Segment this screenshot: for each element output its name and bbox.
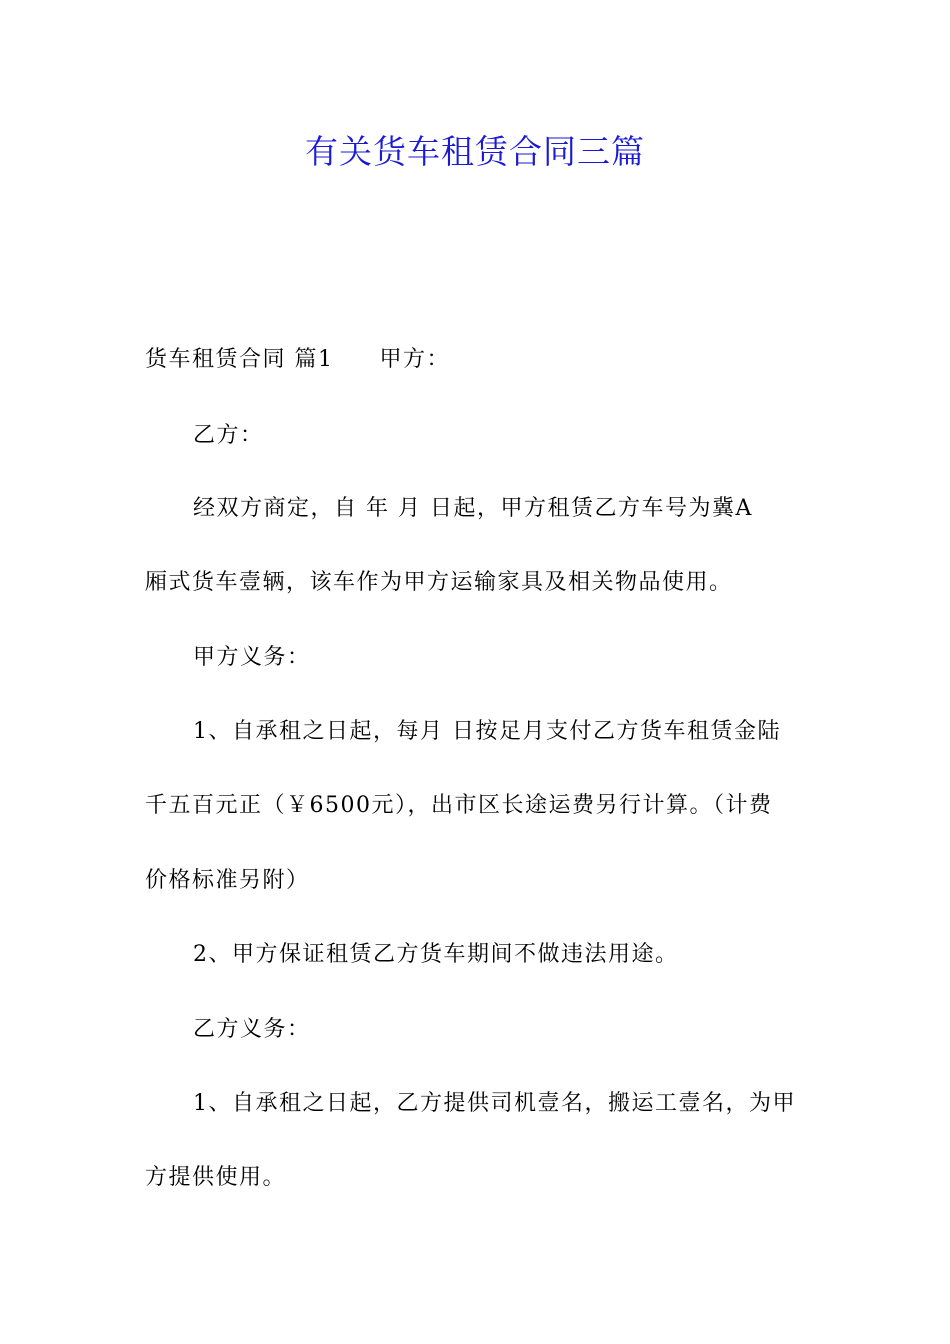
section-heading-party-b-duties: 乙方义务： [193, 1017, 311, 1042]
party-a-label: 甲方： [379, 347, 451, 372]
section-label: 货车租赁合同 篇1 [145, 347, 334, 372]
document-title: 有关货车租赁合同三篇 [305, 132, 645, 171]
paragraph-line: 价格标准另附） [145, 868, 310, 893]
paragraph-line: 1、自承租之日起，每月 日按足月支付乙方货车租赁金陆 [193, 719, 781, 744]
section-header-line [145, 342, 815, 378]
party-b-label: 乙方： [193, 423, 264, 448]
paragraph-line: 方提供使用。 [145, 1165, 287, 1190]
section-heading-party-a-duties: 甲方义务： [193, 645, 311, 670]
paragraph-line: 千五百元正（￥6500元），出市区长途运费另行计算。（计费 [145, 793, 773, 818]
paragraph-line: 2、甲方保证租赁乙方货车期间不做违法用途。 [193, 942, 679, 967]
paragraph-line: 1、自承租之日起，乙方提供司机壹名，搬运工壹名，为甲 [193, 1091, 796, 1116]
paragraph-line: 厢式货车壹辆，该车作为甲方运输家具及相关物品使用。 [145, 570, 733, 595]
paragraph-line: 经双方商定，自 年 月 日起，甲方租赁乙方车号为冀A [193, 496, 753, 521]
